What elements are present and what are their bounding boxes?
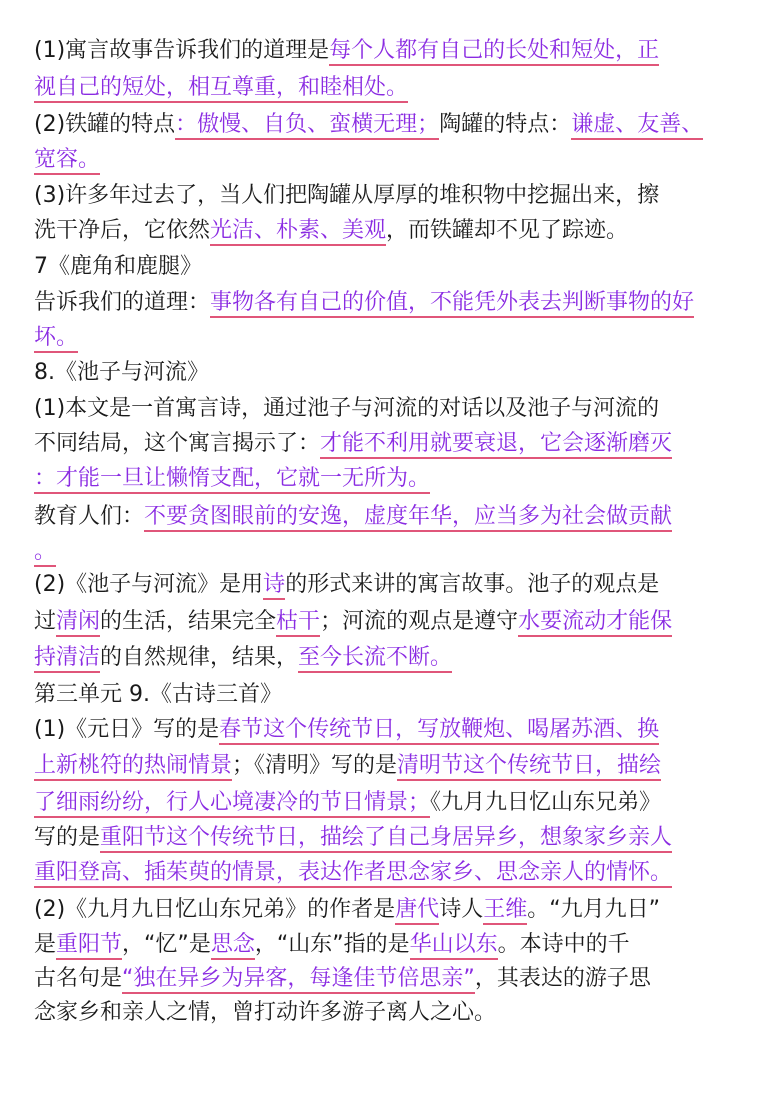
answer-highlight: 上新桃符的热闹情景 xyxy=(34,753,232,781)
answer-highlight: 视自己的短处，相互尊重，和睦相处。 xyxy=(34,75,408,103)
text-segment: (1)本文是一首寓言诗，通过池子与河流的对话以及池子与河流的 xyxy=(34,396,660,421)
text-line xyxy=(34,998,496,1028)
section-heading xyxy=(34,680,282,710)
text-line xyxy=(34,181,659,211)
text-segment: 教育人们： xyxy=(34,504,145,529)
answer-highlight: 持清洁 xyxy=(34,645,100,673)
text-line xyxy=(34,788,661,818)
text-line xyxy=(34,715,659,745)
answer-highlight: 不要贪图眼前的安逸，虚度年华，应当多为社会做贡献 xyxy=(144,504,672,532)
text-segment: 古名句是 xyxy=(34,966,123,991)
answer-highlight: ：才能一旦让懒惰支配，它就一无所为。 xyxy=(34,466,430,494)
text-segment: 《九月九日忆山东兄弟》 xyxy=(430,790,662,815)
text-line xyxy=(34,323,78,353)
answer-highlight: 春节这个传统节日，写放鞭炮、喝屠苏酒、换 xyxy=(219,717,659,745)
text-line xyxy=(34,930,630,960)
answer-highlight: “独在异乡为异客，每逢佳节倍思亲” xyxy=(122,966,475,994)
text-line xyxy=(34,36,659,66)
text-segment: ，其表达的游子思 xyxy=(474,966,651,991)
text-segment: (1)《元日》写的是 xyxy=(34,717,220,742)
text-line xyxy=(34,858,672,888)
text-segment: 告诉我们的道理： xyxy=(34,290,211,315)
text-segment: (2)铁罐的特点 xyxy=(34,112,176,137)
answer-highlight: 才能不利用就要衰退，它会逐渐磨灭 xyxy=(320,431,672,459)
text-line xyxy=(34,570,659,600)
text-line xyxy=(34,751,661,781)
text-segment: 7《鹿角和鹿腿》 xyxy=(34,254,202,279)
text-line xyxy=(34,643,452,673)
answer-highlight: 重阳节这个传统节日，描绘了自己身居异乡，想象家乡亲人 xyxy=(100,825,672,853)
text-segment: (2)《九月九日忆山东兄弟》的作者是 xyxy=(34,897,396,922)
text-segment: 写的是 xyxy=(34,825,101,850)
text-segment: 念家乡和亲人之情，曾打动许多游子离人之心。 xyxy=(34,1000,497,1025)
answer-highlight: ：傲慢、自负、蛮横无理； xyxy=(175,112,439,140)
answer-highlight: 了细雨纷纷，行人心境凄冷的节日情景； xyxy=(34,790,430,818)
answer-highlight: 坏。 xyxy=(34,325,78,353)
text-line xyxy=(34,607,672,637)
text-segment: ，“山东”指的是 xyxy=(254,932,410,957)
answer-highlight: 唐代 xyxy=(395,897,439,925)
text-segment: 过 xyxy=(34,609,57,634)
text-segment: 的自然规律，结果， xyxy=(100,645,299,670)
text-segment: 洗干净后，它依然 xyxy=(34,218,211,243)
text-line xyxy=(34,964,651,994)
text-line xyxy=(34,394,659,424)
text-line xyxy=(34,895,660,925)
answer-highlight: 王维 xyxy=(483,897,527,925)
text-segment: 的形式来讲的寓言故事。池子的观点是 xyxy=(285,572,660,597)
answer-highlight: 华山以东 xyxy=(410,932,498,960)
answer-highlight: 清闲 xyxy=(56,609,100,637)
answer-highlight: 谦虚、友善、 xyxy=(571,112,703,140)
answer-highlight: 事物各有自己的价值，不能凭外表去判断事物的好 xyxy=(210,290,694,318)
answer-highlight: 。 xyxy=(34,539,56,567)
text-segment: (2)《池子与河流》是用 xyxy=(34,572,264,597)
text-segment: 陶罐的特点： xyxy=(439,112,572,137)
text-segment: ，“忆”是 xyxy=(122,932,211,957)
text-segment: 第三单元 9.《古诗三首》 xyxy=(34,682,282,707)
answer-highlight: 枯干 xyxy=(276,609,320,637)
answer-highlight: 诗 xyxy=(263,572,285,600)
text-line xyxy=(34,73,408,103)
answer-highlight: 清明节这个传统节日，描绘 xyxy=(397,753,661,781)
text-segment: (1)寓言故事告诉我们的道理是 xyxy=(34,38,330,63)
answer-highlight: 水要流动才能保 xyxy=(518,609,672,637)
text-line xyxy=(34,145,100,175)
text-segment: 。“九月九日” xyxy=(527,897,661,922)
text-segment: 诗人 xyxy=(439,897,484,922)
text-line xyxy=(34,537,56,567)
text-segment: 是 xyxy=(34,932,57,957)
text-line xyxy=(34,110,703,140)
answer-highlight: 重阳节 xyxy=(56,932,122,960)
section-heading xyxy=(34,252,202,282)
text-line xyxy=(34,216,628,246)
text-line xyxy=(34,288,694,318)
answer-highlight: 光洁、朴素、美观 xyxy=(210,218,386,246)
text-line xyxy=(34,464,430,494)
text-line xyxy=(34,429,672,459)
text-segment: 不同结局，这个寓言揭示了： xyxy=(34,431,321,456)
text-segment: (3)许多年过去了，当人们把陶罐从厚厚的堆积物中挖掘出来，擦 xyxy=(34,183,660,208)
answer-highlight: 宽容。 xyxy=(34,147,100,175)
text-segment: 。本诗中的千 xyxy=(497,932,630,957)
text-segment: ，而铁罐却不见了踪迹。 xyxy=(386,218,629,243)
section-heading xyxy=(34,358,209,388)
text-line xyxy=(34,502,672,532)
text-segment: 的生活，结果完全 xyxy=(100,609,277,634)
text-segment: 8.《池子与河流》 xyxy=(34,360,209,385)
text-line xyxy=(34,823,672,853)
text-segment: ；《清明》写的是 xyxy=(232,753,398,778)
answer-highlight: 每个人都有自己的长处和短处，正 xyxy=(329,38,659,66)
answer-highlight: 至今长流不断。 xyxy=(298,645,452,673)
answer-highlight: 重阳登高、插茱萸的情景，表达作者思念家乡、思念亲人的情怀。 xyxy=(34,860,672,888)
text-segment: ；河流的观点是遵守 xyxy=(320,609,519,634)
answer-highlight: 思念 xyxy=(211,932,255,960)
